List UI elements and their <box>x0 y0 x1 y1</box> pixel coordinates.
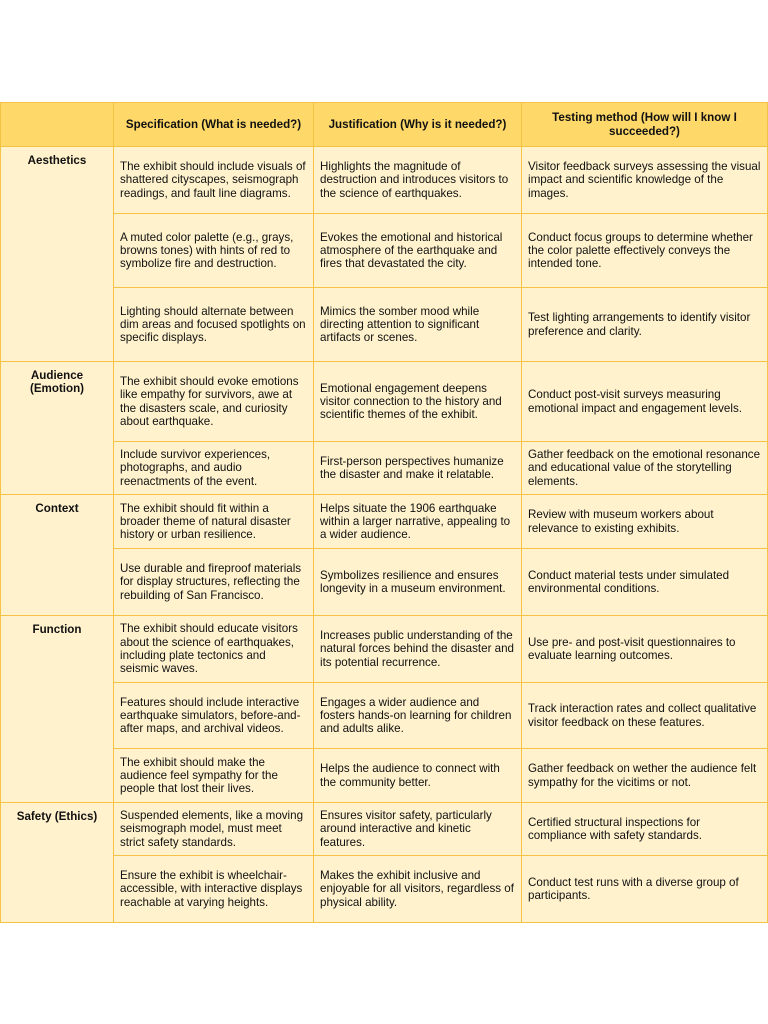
testing-cell: Gather feedback on the emotional resonance and educational value of the storytelling elements. <box>522 442 768 495</box>
specification-cell: The exhibit should fit within a broader theme of natural disaster history or urban resilience. <box>114 495 314 549</box>
category-function: Function <box>1 616 114 803</box>
justification-cell: Helps situate the 1906 earthquake within a larger narrative, appealing to a wider audience. <box>314 495 522 549</box>
specification-cell: The exhibit should educate visitors about the science of earthquakes, including plate tectonics and seismic waves. <box>114 616 314 683</box>
category-context: Context <box>1 495 114 616</box>
header-justification: Justification (Why is it needed?) <box>314 103 522 147</box>
justification-cell: Highlights the magnitude of destruction and introduces visitors to the science of earthquakes. <box>314 147 522 214</box>
header-testing-method: Testing method (How will I know I succeeded?) <box>522 103 768 147</box>
specification-cell: Ensure the exhibit is wheelchair-accessible, with interactive displays reachable at varying heights. <box>114 856 314 923</box>
testing-cell: Test lighting arrangements to identify visitor preference and clarity. <box>522 288 768 362</box>
justification-cell: Mimics the somber mood while directing attention to significant artifacts or scenes. <box>314 288 522 362</box>
header-row <box>1 103 768 147</box>
justification-cell: Symbolizes resilience and ensures longevity in a museum environment. <box>314 549 522 616</box>
testing-cell: Gather feedback on wether the audience felt sympathy for the vicitims or not. <box>522 749 768 803</box>
table-row <box>1 749 768 803</box>
table-row <box>1 214 768 288</box>
specification-cell: The exhibit should include visuals of shattered cityscapes, seismograph readings, and fault line diagrams. <box>114 147 314 214</box>
specification-cell: The exhibit should evoke emotions like empathy for survivors, awe at the disasters scale, and curiosity about earthquake. <box>114 362 314 442</box>
justification-cell: Emotional engagement deepens visitor connection to the history and scientific themes of the exhibit. <box>314 362 522 442</box>
testing-cell: Conduct test runs with a diverse group of participants. <box>522 856 768 923</box>
justification-cell: Engages a wider audience and fosters hands-on learning for children and adults alike. <box>314 683 522 749</box>
specification-cell: Suspended elements, like a moving seismograph model, must meet strict safety standards. <box>114 803 314 856</box>
testing-cell: Track interaction rates and collect qualitative visitor feedback on these features. <box>522 683 768 749</box>
specification-table <box>0 102 768 923</box>
justification-cell: Makes the exhibit inclusive and enjoyable for all visitors, regardless of physical ability. <box>314 856 522 923</box>
table-row <box>1 442 768 495</box>
header-category <box>1 103 114 147</box>
specification-cell: Lighting should alternate between dim areas and focused spotlights on specific displays. <box>114 288 314 362</box>
testing-cell: Visitor feedback surveys assessing the visual impact and scientific knowledge of the images. <box>522 147 768 214</box>
category-safety-ethics: Safety (Ethics) <box>1 803 114 923</box>
specification-cell: A muted color palette (e.g., grays, browns tones) with hints of red to symbolize fire and destruction. <box>114 214 314 288</box>
specification-cell: Use durable and fireproof materials for display structures, reflecting the rebuilding of San Francisco. <box>114 549 314 616</box>
justification-cell: First-person perspectives humanize the disaster and make it relatable. <box>314 442 522 495</box>
table-row <box>1 683 768 749</box>
justification-cell: Helps the audience to connect with the community better. <box>314 749 522 803</box>
testing-cell: Conduct post-visit surveys measuring emotional impact and engagement levels. <box>522 362 768 442</box>
specification-cell: The exhibit should make the audience feel sympathy for the people that lost their lives. <box>114 749 314 803</box>
table-row <box>1 549 768 616</box>
specification-cell: Features should include interactive earthquake simulators, before-and-after maps, and archival videos. <box>114 683 314 749</box>
table-row <box>1 856 768 923</box>
testing-cell: Certified structural inspections for compliance with safety standards. <box>522 803 768 856</box>
justification-cell: Increases public understanding of the natural forces behind the disaster and its potential recurrence. <box>314 616 522 683</box>
testing-cell: Review with museum workers about relevance to existing exhibits. <box>522 495 768 549</box>
specification-cell: Include survivor experiences, photographs, and audio reenactments of the event. <box>114 442 314 495</box>
category-aesthetics: Aesthetics <box>1 147 114 362</box>
testing-cell: Use pre- and post-visit questionnaires to evaluate learning outcomes. <box>522 616 768 683</box>
table-row <box>1 616 768 683</box>
table-row <box>1 147 768 214</box>
category-audience-emotion: Audience (Emotion) <box>1 362 114 495</box>
table-row <box>1 362 768 442</box>
justification-cell: Evokes the emotional and historical atmosphere of the earthquake and fires that devastated the city. <box>314 214 522 288</box>
table-row <box>1 288 768 362</box>
table-row <box>1 803 768 856</box>
header-specification: Specification (What is needed?) <box>114 103 314 147</box>
testing-cell: Conduct material tests under simulated environmental conditions. <box>522 549 768 616</box>
justification-cell: Ensures visitor safety, particularly around interactive and kinetic features. <box>314 803 522 856</box>
testing-cell: Conduct focus groups to determine whether the color palette effectively conveys the intended tone. <box>522 214 768 288</box>
table-row <box>1 495 768 549</box>
